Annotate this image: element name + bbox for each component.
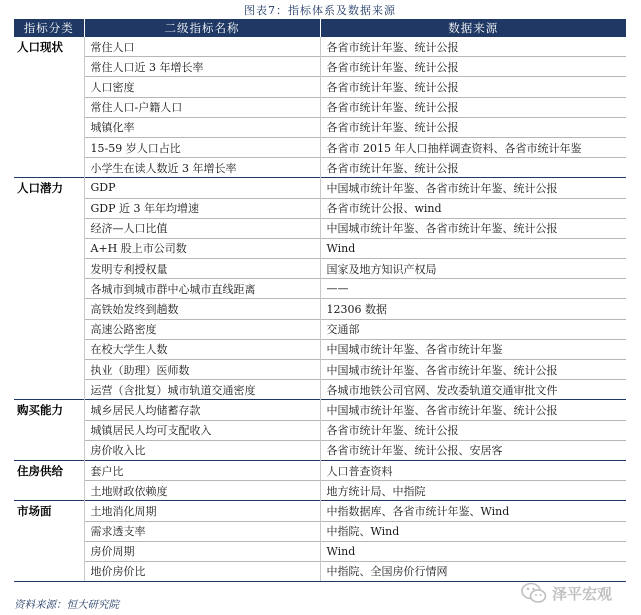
category-cell [14,97,84,117]
table-row [14,501,626,521]
table-row [14,279,626,299]
category-cell [14,481,84,501]
category-cell [14,541,84,561]
indicator-name-cell: 在校大学生人数 [84,339,320,359]
indicator-name-cell: 土地财政依赖度 [84,481,320,501]
table-row [14,460,626,480]
table-row [14,319,626,339]
data-source-cell: 各省市统计年鉴、统计公报 [320,77,626,97]
category-cell: 人口潜力 [14,178,84,198]
table-row [14,238,626,258]
indicator-table [14,19,626,582]
wechat-watermark [521,579,631,607]
category-cell [14,259,84,279]
indicator-name-cell: 小学生在读人数近 3 年增长率 [84,158,320,178]
category-cell: 购买能力 [14,400,84,420]
data-source-cell: 中国城市统计年鉴、各省市统计年鉴、统计公报 [320,360,626,380]
indicator-name-cell: 需求透支率 [84,521,320,541]
table-row [14,541,626,561]
table-row [14,521,626,541]
table-row [14,481,626,501]
category-cell [14,339,84,359]
source-note: 资料来源：恒大研究院 [14,599,119,611]
data-source-cell: 地方统计局、中指院 [320,481,626,501]
category-cell: 市场面 [14,501,84,521]
table-row [14,117,626,137]
data-source-cell: 中指数据库、各省市统计年鉴、Wind [320,501,626,521]
table-body [14,37,626,582]
indicator-name-cell: 常住人口-户籍人口 [84,97,320,117]
category-cell [14,218,84,238]
data-source-cell: 各城市地铁公司官网、发改委轨道交通审批文件 [320,380,626,400]
table-row [14,57,626,77]
indicator-name-cell: 高铁始发终到趟数 [84,299,320,319]
indicator-name-cell: 执业（助理）医师数 [84,360,320,380]
category-cell [14,561,84,581]
data-source-cell: 中国城市统计年鉴、各省市统计年鉴、统计公报 [320,178,626,198]
table-row [14,259,626,279]
indicator-name-cell: 常住人口 [84,37,320,57]
data-source-cell: 各省市统计公报、wind [320,198,626,218]
table-row [14,37,626,57]
indicator-name-cell: 高速公路密度 [84,319,320,339]
indicator-name-cell: 城镇居民人均可支配收入 [84,420,320,440]
category-cell [14,521,84,541]
table-row [14,420,626,440]
table-row [14,380,626,400]
category-cell: 住房供给 [14,460,84,480]
wechat-icon [521,582,547,604]
data-source-cell: 各省市统计年鉴、统计公报 [320,57,626,77]
table-row [14,400,626,420]
table-figure [14,3,626,582]
indicator-name-cell: 套户比 [84,460,320,480]
header-indicator-name: 二级指标名称 [84,19,320,37]
data-source-cell: Wind [320,541,626,561]
header-category: 指标分类 [14,19,84,37]
table-row [14,218,626,238]
header-data-source: 数据来源 [320,19,626,37]
indicator-name-cell: 城乡居民人均储蓄存款 [84,400,320,420]
data-source-cell: Wind [320,238,626,258]
table-row [14,77,626,97]
indicator-name-cell: 房价周期 [84,541,320,561]
category-cell [14,360,84,380]
data-source-cell: 各省市统计年鉴、统计公报 [320,117,626,137]
category-cell [14,198,84,218]
data-source-cell: —— [320,279,626,299]
table-row [14,97,626,117]
indicator-name-cell: GDP [84,178,320,198]
indicator-name-cell: 城镇化率 [84,117,320,137]
category-cell [14,117,84,137]
category-cell: 人口现状 [14,37,84,57]
table-row [14,178,626,198]
data-source-cell: 人口普查资料 [320,460,626,480]
data-source-cell: 交通部 [320,319,626,339]
data-source-cell: 各省市统计年鉴、统计公报 [320,158,626,178]
indicator-name-cell: 地价房价比 [84,561,320,581]
data-source-cell: 中国城市统计年鉴、各省市统计年鉴、统计公报 [320,400,626,420]
data-source-cell: 各省市统计年鉴、统计公报 [320,420,626,440]
category-cell [14,77,84,97]
category-cell [14,57,84,77]
category-cell [14,420,84,440]
data-source-cell: 各省市统计年鉴、统计公报 [320,97,626,117]
indicator-name-cell: 15-59 岁人口占比 [84,137,320,157]
indicator-name-cell: 土地消化周期 [84,501,320,521]
figure-caption: 图表7：指标体系及数据来源 [244,4,396,17]
indicator-name-cell: 常住人口近 3 年增长率 [84,57,320,77]
indicator-name-cell: 运营（含批复）城市轨道交通密度 [84,380,320,400]
data-source-cell: 中指院、Wind [320,521,626,541]
table-row [14,299,626,319]
data-source-cell: 中国城市统计年鉴、各省市统计年鉴、统计公报 [320,218,626,238]
category-cell [14,299,84,319]
table-header-row [14,19,626,37]
data-source-cell: 中指院、全国房价行情网 [320,561,626,581]
watermark-text: 泽平宏观 [552,584,613,603]
data-source-cell: 中国城市统计年鉴、各省市统计年鉴 [320,339,626,359]
category-cell [14,279,84,299]
indicator-name-cell: 房价收入比 [84,440,320,460]
indicator-name-cell: GDP 近 3 年年均增速 [84,198,320,218]
category-cell [14,238,84,258]
table-row [14,339,626,359]
data-source-cell: 各省市统计年鉴、统计公报、安居客 [320,440,626,460]
category-cell [14,158,84,178]
table-row [14,360,626,380]
indicator-name-cell: 发明专利授权量 [84,259,320,279]
indicator-name-cell: 经济—人口比值 [84,218,320,238]
category-cell [14,380,84,400]
table-row [14,198,626,218]
data-source-cell: 各省市 2015 年人口抽样调查资料、各省市统计年鉴 [320,137,626,157]
table-row [14,158,626,178]
table-row [14,137,626,157]
indicator-name-cell: A+H 股上市公司数 [84,238,320,258]
data-source-cell: 各省市统计年鉴、统计公报 [320,37,626,57]
category-cell [14,440,84,460]
category-cell [14,319,84,339]
data-source-cell: 国家及地方知识产权局 [320,259,626,279]
indicator-name-cell: 各城市到城市群中心城市直线距离 [84,279,320,299]
table-row [14,440,626,460]
indicator-name-cell: 人口密度 [84,77,320,97]
category-cell [14,137,84,157]
data-source-cell: 12306 数据 [320,299,626,319]
